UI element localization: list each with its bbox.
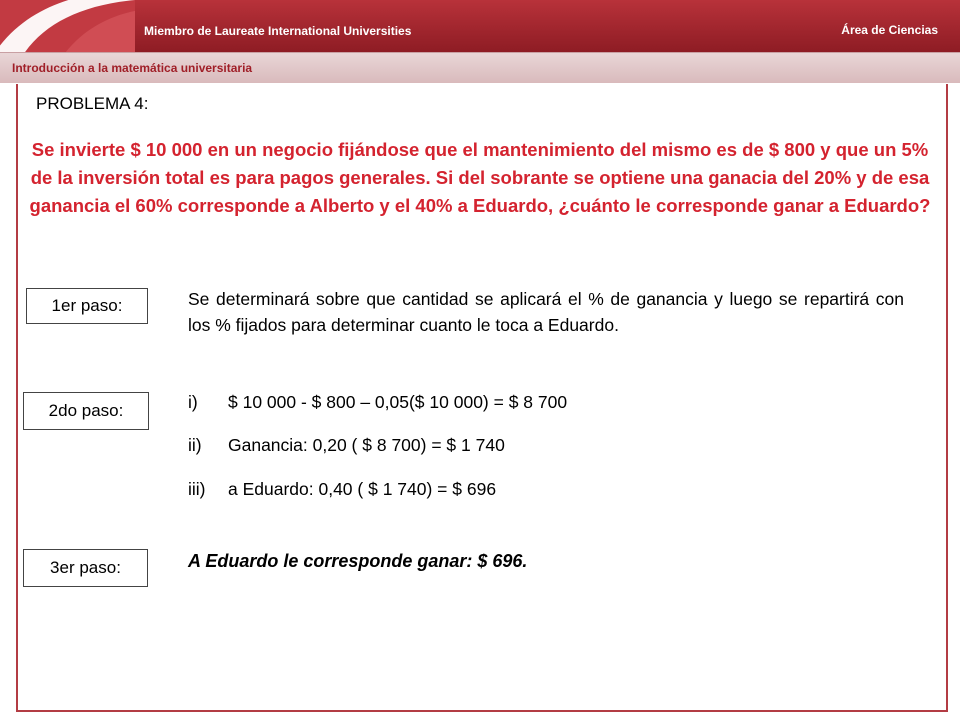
calculation-line xyxy=(188,392,567,413)
step3-label: 3er paso: xyxy=(23,549,148,587)
calculation-number: iii) xyxy=(188,479,206,499)
university-logo xyxy=(0,0,135,52)
step1-text: Se determinará sobre que cantidad se aplicará el % de ganancia y luego se repartirá con los % fijados para determinar cuanto le toca a Eduardo. xyxy=(188,289,904,335)
step2-label: 2do paso: xyxy=(23,392,149,430)
calculation-text: $ 10 000 - $ 800 – 0,05($ 10 000) = $ 8 700 xyxy=(228,392,568,412)
calculation-line xyxy=(188,479,496,500)
calculation-number: ii) xyxy=(188,435,202,455)
problem-title: PROBLEMA 4: xyxy=(36,94,149,113)
course-bar xyxy=(0,52,960,83)
calculation-text: Ganancia: 0,20 ( $ 8 700) = $ 1 740 xyxy=(228,435,505,455)
calculation-line xyxy=(188,435,505,456)
calculation-text: a Eduardo: 0,40 ( $ 1 740) = $ 696 xyxy=(228,479,497,499)
step1-label: 1er paso: xyxy=(26,288,148,324)
course-title: Introducción a la matemática universitaria xyxy=(12,61,253,75)
final-answer: A Eduardo le corresponde ganar: $ 696. xyxy=(188,551,528,571)
member-text: Miembro de Laureate International Universities xyxy=(144,24,412,38)
area-text: Área de Ciencias xyxy=(841,23,938,37)
problem-statement: Se invierte $ 10 000 en un negocio fijándose que el mantenimiento del mismo es de $ 800 y que un 5% de la inversión total es para pagos generales. Si del sobrante se optiene una ganacia del 20% y de esa ganancia el 60% corresponde a Alberto y el 40% a Eduardo, ¿cuánto le corresponde ganar a Eduardo? xyxy=(29,139,931,216)
calculation-number: i) xyxy=(188,392,198,412)
header-bar xyxy=(0,0,960,52)
